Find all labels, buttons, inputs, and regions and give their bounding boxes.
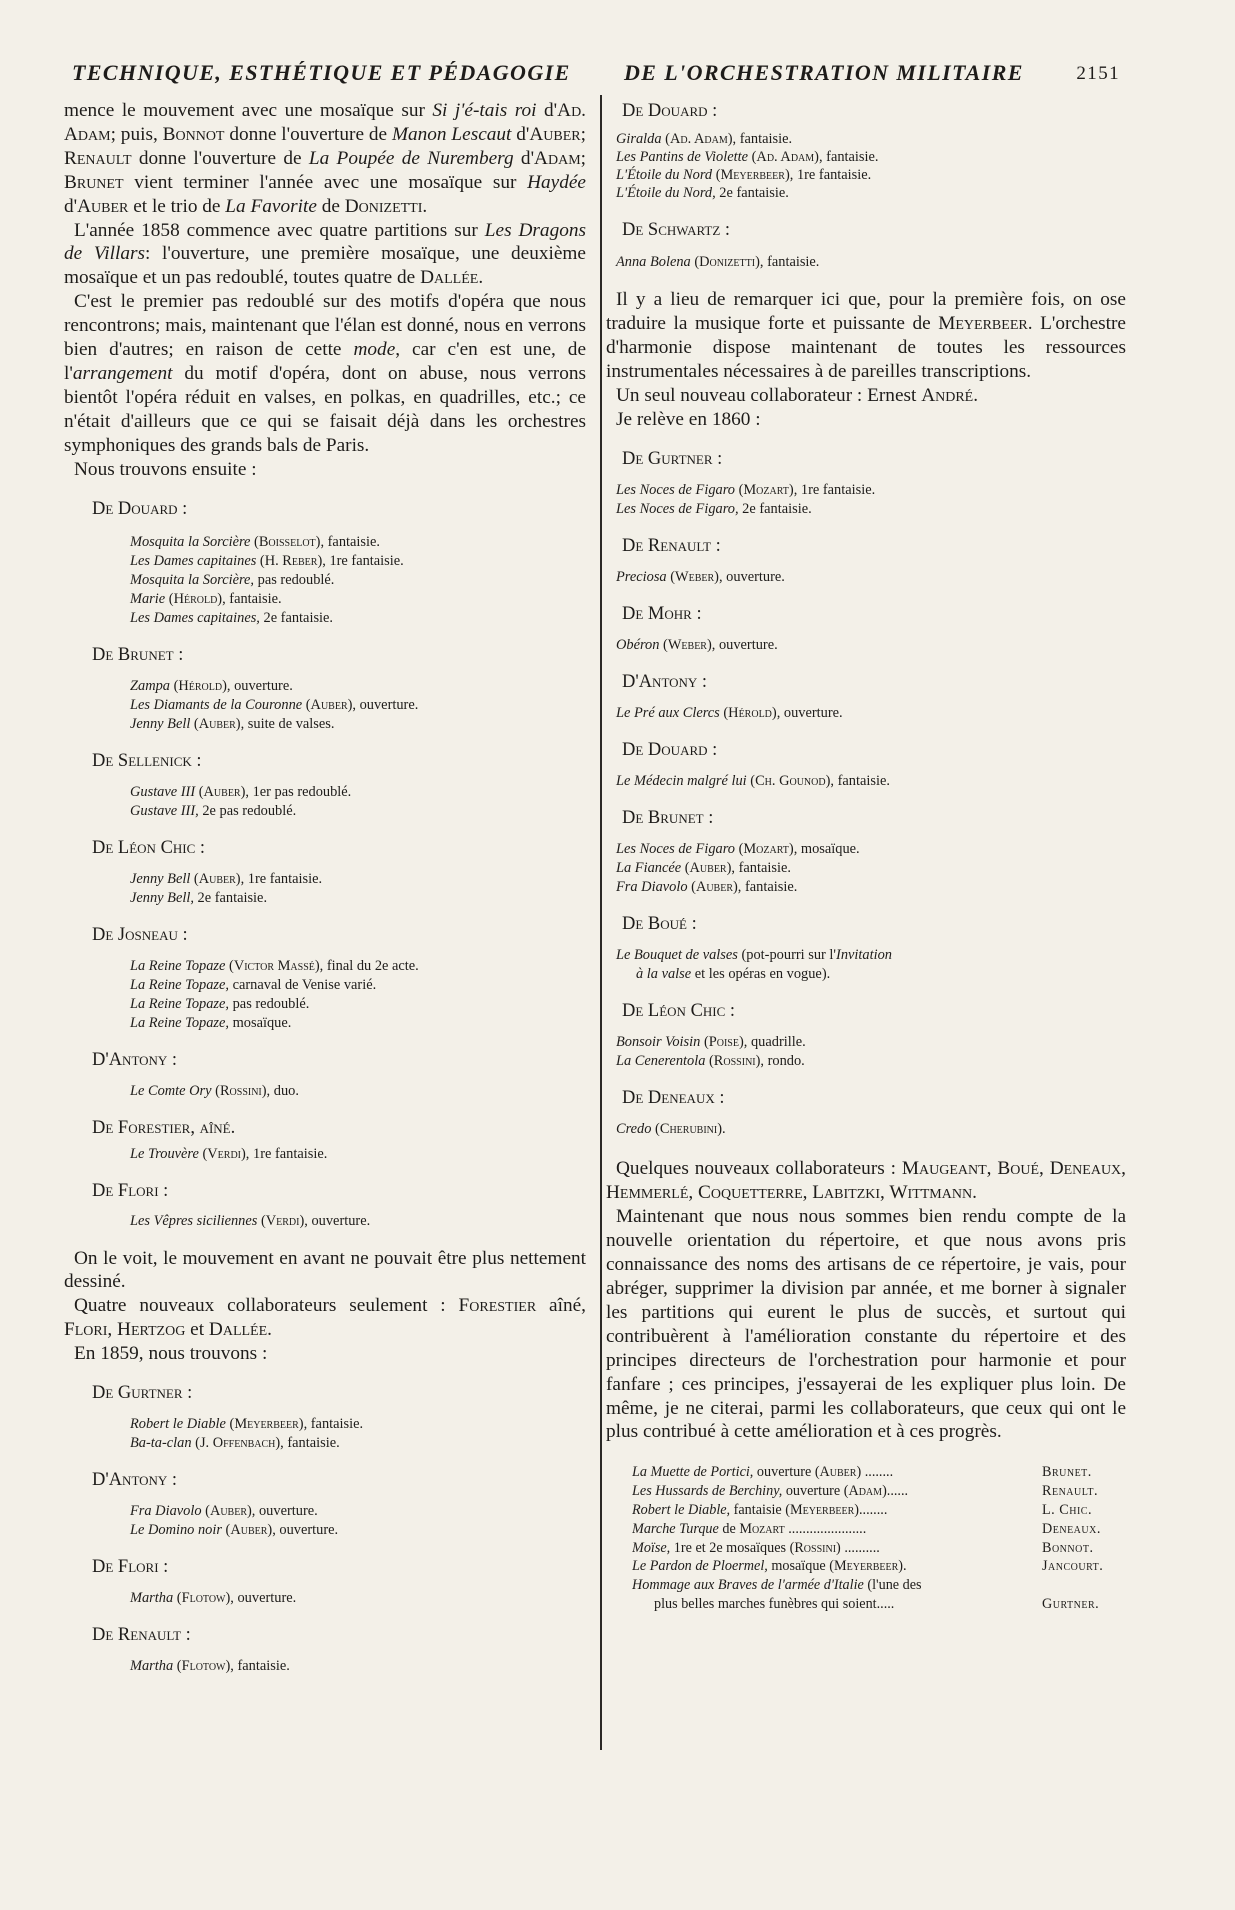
table-row: Le Pardon de Ploermel, mosaïque (Meyerbeer). Jancourt. bbox=[632, 1558, 1104, 1575]
works-list bbox=[606, 481, 1126, 519]
composer-heading: De Léon Chic : bbox=[92, 837, 206, 858]
list-item: Gustave III (Auber), 1er pas redoublé. bbox=[130, 783, 352, 800]
table-row: Moïse, 1re et 2e mosaïques (Rossini) .......... Bonnot. bbox=[632, 1539, 1094, 1556]
table-row: Robert le Diable, fantaisie (Meyerbeer)........ L. Chic. bbox=[632, 1501, 1092, 1518]
composer-heading: De Renault : bbox=[92, 1625, 191, 1646]
list-item: Credo (Cherubini). bbox=[616, 1121, 726, 1138]
list-item: Bonsoir Voisin (Poise), quadrille. bbox=[616, 1034, 806, 1051]
list-item: Mosquita la Sorcière, pas redoublé. bbox=[130, 571, 335, 588]
works-list bbox=[64, 533, 586, 628]
works-list bbox=[606, 772, 1126, 791]
column-divider bbox=[600, 95, 602, 1750]
composer-heading: De Douard : bbox=[622, 101, 718, 121]
list-item: Les Pantins de Violette (Ad. Adam), fantaisie. bbox=[616, 149, 879, 165]
list-item: Les Noces de Figaro, 2e fantaisie. bbox=[616, 501, 812, 518]
composer-heading: D'Antony : bbox=[92, 1470, 178, 1491]
works-list bbox=[606, 704, 1126, 723]
right-column bbox=[606, 99, 1126, 1614]
composer-heading: De Renault : bbox=[622, 536, 721, 557]
paragraph: Quelques nouveaux collaborateurs : Maugeant, Boué, Deneaux, Hemmerlé, Coquetterre, Labitzki, Wittmann. bbox=[606, 1158, 1126, 1204]
paragraph: Il y a lieu de remarquer ici que, pour la première fois, on ose traduire la musique forte et puissante de Meyerbeer. L'orchestre d'harmonie dispose maintenant de toutes les ressources instrumentales nécessaires à de pareilles transcriptions. bbox=[606, 289, 1126, 382]
works-list bbox=[606, 840, 1126, 897]
list-item: Mosquita la Sorcière (Boisselot), fantaisie. bbox=[130, 533, 380, 550]
works-list bbox=[606, 253, 1126, 272]
success-table bbox=[606, 1463, 1126, 1576]
list-item: Ba-ta-clan (J. Offenbach), fantaisie. bbox=[130, 1435, 340, 1452]
list-item: Jenny Bell, 2e fantaisie. bbox=[130, 889, 268, 906]
composer-heading: De Schwartz : bbox=[622, 220, 731, 240]
list-item: La Reine Topaze (Victor Massé), final du 2e acte. bbox=[130, 957, 419, 974]
list-item: Les Noces de Figaro (Mozart), mosaïque. bbox=[616, 841, 860, 858]
paragraph: L'année 1858 commence avec quatre partitions sur Les Dragons de Villars: l'ouverture, une première mosaïque, une deuxième mosaïque et un pas redoublé, toutes quatre de Dallée. bbox=[64, 219, 587, 289]
paragraph: Je relève en 1860 : bbox=[616, 408, 761, 430]
list-item: La Reine Topaze, mosaïque. bbox=[130, 1014, 292, 1031]
paragraph: Nous trouvons ensuite : bbox=[74, 458, 257, 480]
list-item: Martha (Flotow), ouverture. bbox=[130, 1590, 297, 1607]
composer-heading: De Mohr : bbox=[622, 604, 702, 625]
composer-heading: De Flori : bbox=[92, 1557, 169, 1578]
page-number: 2151 bbox=[1076, 63, 1120, 84]
paragraph: C'est le premier pas redoublé sur des motifs d'opéra que nous rencontrons; mais, maintenant que l'élan est donné, nous en verrons bien d'autres; en raison de cette mode, car c'en est une, de l'arrangement du motif d'opéra, dont on abuse, nous verrons bientôt l'opéra réduit en valses, en polkas, en quadrilles, etc.; ce n'était d'ailleurs que ce qui se faisait déjà dans les orchestres symphoniques des grands bals de Paris. bbox=[64, 291, 586, 456]
composer-heading: De Douard : bbox=[92, 498, 188, 519]
running-title-right: DE L'ORCHESTRATION MILITAIRE bbox=[624, 60, 1024, 85]
works-list bbox=[606, 636, 1126, 655]
paragraph: Un seul nouveau collaborateur : Ernest André. bbox=[616, 384, 979, 406]
works-list bbox=[64, 957, 586, 1033]
list-item: L'Étoile du Nord (Meyerbeer), 1re fantaisie. bbox=[616, 167, 872, 183]
paragraph: Maintenant que nous nous sommes bien rendu compte de la nouvelle orientation du répertoire, et que nous avons pris connaissance des noms des artisans de ce répertoire, je vais, pour abréger, supprimer la division par année, et me borner à signaler les partitions qui eurent le plus de succès, et surtout qui contribuèrent à l'amélioration constante du répertoire et des principes directeurs de l'orchestration pour harmonie et pour fanfare ; ces principes, j'essayerai de les expliquer plus loin. De même, je ne citerai, parmi les collaborateurs, que ceux qui ont le plus contribué à cette amélioration et à ces progrès. bbox=[606, 1206, 1126, 1443]
list-item: Les Dames capitaines, 2e fantaisie. bbox=[130, 609, 334, 626]
success-table-last bbox=[606, 1576, 1126, 1614]
works-list bbox=[64, 1657, 586, 1676]
list-item: Le Bouquet de valses (pot-pourri sur l'Invitation bbox=[616, 947, 892, 964]
works-list bbox=[64, 1082, 586, 1101]
composer-heading: De Douard : bbox=[622, 740, 718, 761]
list-item: Obéron (Weber), ouverture. bbox=[616, 637, 778, 654]
list-item: Les Diamants de la Couronne (Auber), ouverture. bbox=[130, 696, 419, 713]
composer-heading: De Sellenick : bbox=[92, 750, 202, 771]
paragraph: Quatre nouveaux collaborateurs seulement : Forestier aîné, Flori, Hertzog et Dallée. bbox=[64, 1295, 586, 1341]
composer-heading: De Flori : bbox=[92, 1180, 169, 1201]
page-header bbox=[72, 60, 1120, 94]
works-list bbox=[64, 1415, 586, 1453]
list-item: Les Noces de Figaro (Mozart), 1re fantaisie. bbox=[616, 482, 876, 499]
works-list bbox=[64, 783, 586, 821]
list-item: Le Trouvère (Verdi), 1re fantaisie. bbox=[130, 1145, 328, 1162]
composer-heading: De Boué : bbox=[622, 914, 697, 935]
list-item: Fra Diavolo (Auber), ouverture. bbox=[130, 1503, 318, 1520]
works-list bbox=[64, 1145, 586, 1164]
composer-heading: De Léon Chic : bbox=[622, 1001, 736, 1022]
list-item: Gustave III, 2e pas redoublé. bbox=[130, 802, 297, 819]
list-item: Anna Bolena (Donizetti), fantaisie. bbox=[616, 254, 820, 270]
composer-heading: De Josneau : bbox=[92, 924, 188, 945]
table-row: La Muette de Portici, ouverture (Auber) ........ Brunet. bbox=[632, 1464, 1092, 1481]
works-list bbox=[64, 870, 586, 908]
list-item: Le Pré aux Clercs (Hérold), ouverture. bbox=[616, 705, 843, 722]
table-row: Les Hussards de Berchiny, ouverture (Adam)...... Renault. bbox=[632, 1483, 1099, 1500]
composer-heading: De Brunet : bbox=[92, 644, 184, 665]
paragraph: mence le mouvement avec une mosaïque sur Si j'é-tais roi d'Ad. Adam; puis, Bonnot donne l'ouverture de Manon Lescaut d'Auber; Renault donne l'ouverture de La Poupée de Nuremberg d'Adam; Brunet vient terminer l'année avec une mosaïque sur Haydée d'Auber et le trio de La Favorite de Donizetti. bbox=[64, 100, 586, 217]
works-list bbox=[64, 677, 586, 734]
works-list bbox=[606, 1120, 1126, 1139]
table-row: Marche Turque de Mozart ...................... Deneaux. bbox=[632, 1520, 1101, 1537]
list-item: L'Étoile du Nord, 2e fantaisie. bbox=[616, 185, 789, 201]
composer-heading: De Gurtner : bbox=[92, 1383, 193, 1404]
list-item: Les Vêpres siciliennes (Verdi), ouverture. bbox=[130, 1212, 371, 1229]
works-list bbox=[64, 1212, 586, 1231]
list-item: Giralda (Ad. Adam), fantaisie. bbox=[616, 131, 793, 147]
works-list bbox=[64, 1589, 586, 1608]
list-item: Fra Diavolo (Auber), fantaisie. bbox=[616, 879, 798, 896]
list-item: Les Dames capitaines (H. Reber), 1re fantaisie. bbox=[130, 552, 404, 569]
table-row: plus belles marches funèbres qui soient..... Gurtner. bbox=[654, 1595, 1100, 1612]
composer-heading: De Gurtner : bbox=[622, 449, 723, 470]
works-list bbox=[606, 946, 1126, 984]
composer-heading: De Brunet : bbox=[622, 808, 714, 829]
works-list bbox=[606, 1033, 1126, 1071]
paragraph: En 1859, nous trouvons : bbox=[74, 1343, 268, 1365]
works-list bbox=[606, 568, 1126, 587]
list-item: Preciosa (Weber), ouverture. bbox=[616, 569, 785, 586]
composer-heading: D'Antony : bbox=[622, 672, 708, 693]
list-item: Le Domino noir (Auber), ouverture. bbox=[130, 1522, 339, 1539]
list-item: à la valse et les opéras en vogue). bbox=[636, 966, 831, 983]
composer-heading: De Deneaux : bbox=[622, 1088, 725, 1109]
list-item: La Cenerentola (Rossini), rondo. bbox=[616, 1053, 805, 1070]
list-item: La Reine Topaze, pas redoublé. bbox=[130, 995, 310, 1012]
paragraph: On le voit, le mouvement en avant ne pouvait être plus nettement dessiné. bbox=[64, 1247, 586, 1293]
left-column bbox=[64, 99, 586, 1676]
list-item: Robert le Diable (Meyerbeer), fantaisie. bbox=[130, 1416, 364, 1433]
table-row: Hommage aux Braves de l'armée d'Italie (l'une des bbox=[632, 1577, 922, 1594]
list-item: La Reine Topaze, carnaval de Venise varié. bbox=[130, 976, 377, 993]
composer-heading: De Forestier, aîné. bbox=[92, 1117, 236, 1138]
composer-heading: D'Antony : bbox=[92, 1049, 178, 1070]
list-item: Marie (Hérold), fantaisie. bbox=[130, 590, 282, 607]
list-item: Jenny Bell (Auber), 1re fantaisie. bbox=[130, 870, 323, 887]
works-list bbox=[64, 1502, 586, 1540]
list-item: Jenny Bell (Auber), suite de valses. bbox=[130, 715, 335, 732]
list-item: Zampa (Hérold), ouverture. bbox=[130, 677, 293, 694]
list-item: Le Médecin malgré lui (Ch. Gounod), fantaisie. bbox=[616, 773, 890, 790]
list-item: La Fiancée (Auber), fantaisie. bbox=[616, 860, 791, 877]
list-item: Le Comte Ory (Rossini), duo. bbox=[130, 1082, 299, 1099]
works-list bbox=[606, 130, 1126, 202]
running-title-left: TECHNIQUE, ESTHÉTIQUE ET PÉDAGOGIE bbox=[72, 60, 571, 85]
list-item: Martha (Flotow), fantaisie. bbox=[130, 1658, 290, 1675]
